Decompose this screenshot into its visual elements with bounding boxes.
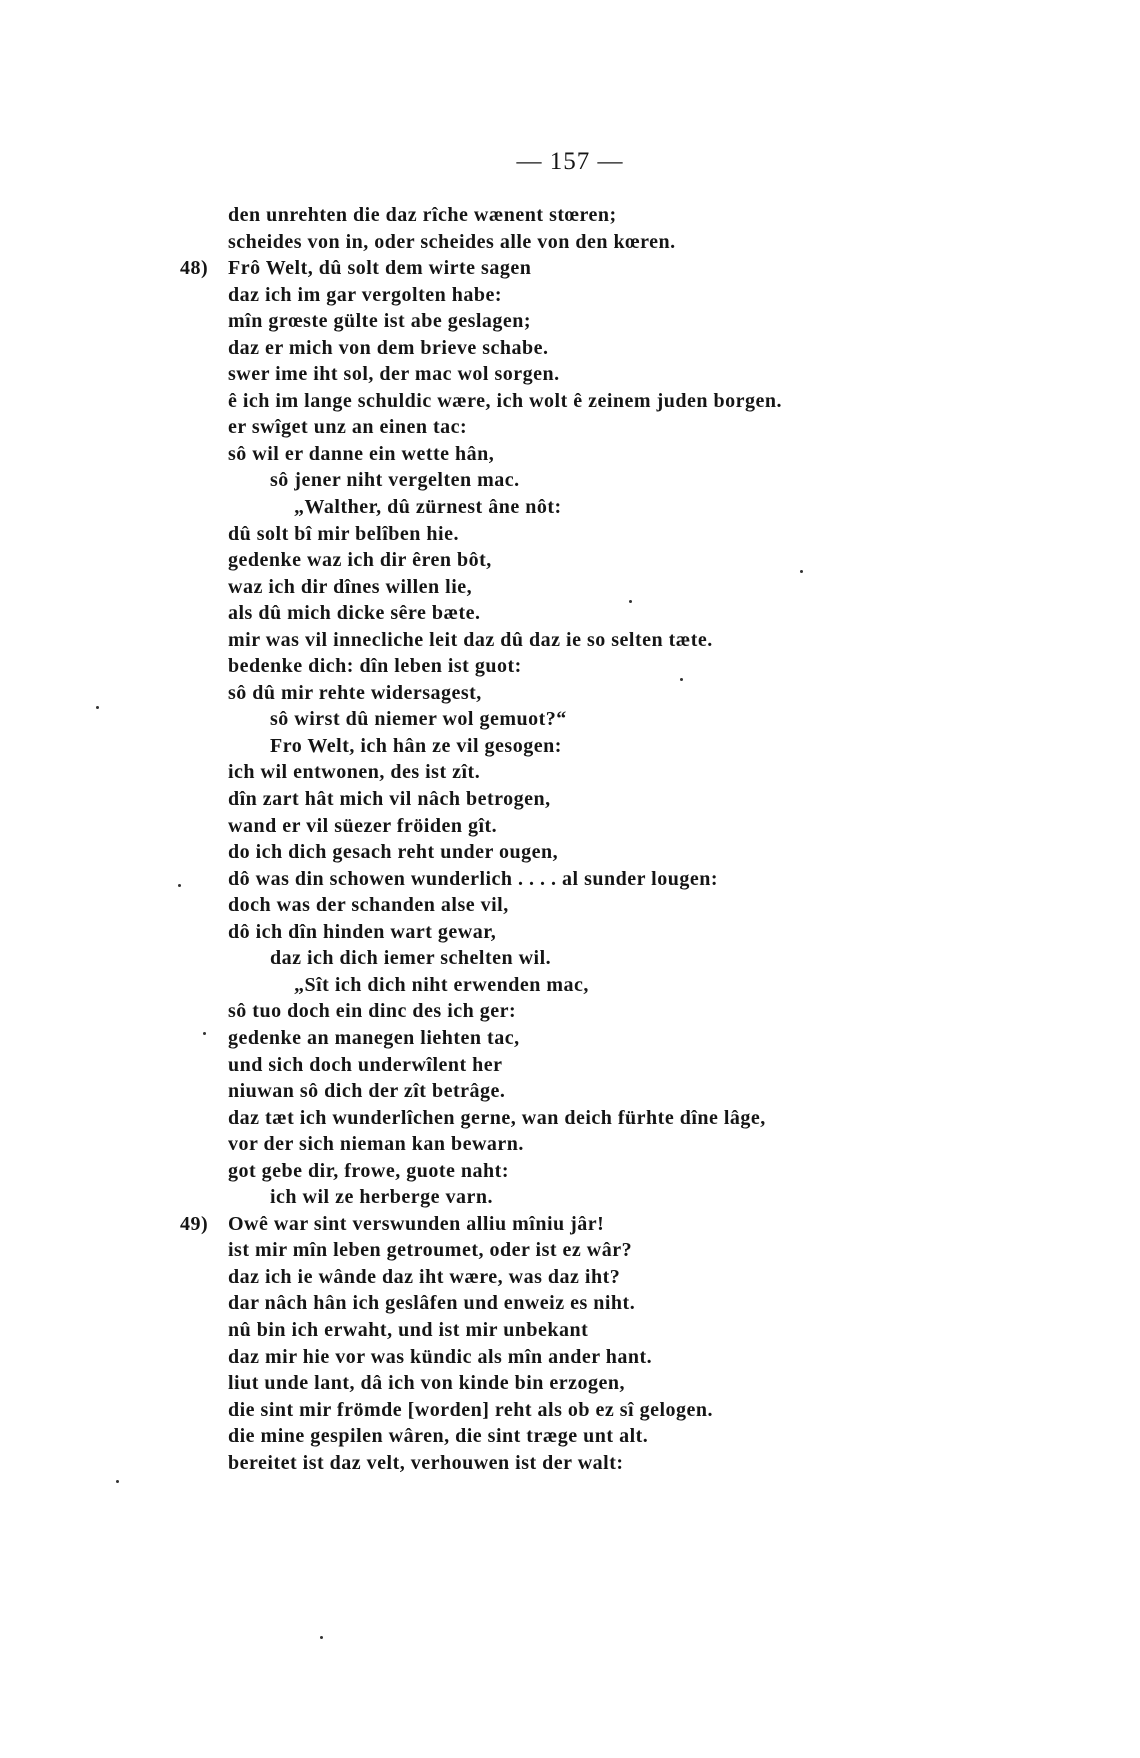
line-text: ê ich im lange schuldic wære, ich wolt ê zeinem juden borgen. [228,389,782,412]
line-text: bereitet ist daz velt, verhouwen ist der walt: [228,1451,624,1474]
line-text: swer ime iht sol, der mac wol sorgen. [228,363,560,386]
line-text: Fro Welt, ich hân ze vil gesogen: [270,734,562,757]
text-line [228,733,1108,760]
line-text: gedenke an manegen liehten tac, [228,1026,520,1049]
line-text: daz ich dich iemer schelten wil. [270,947,552,970]
text-line [228,414,1108,441]
line-text: wand er vil süezer fröiden gît. [228,814,498,837]
line-text: sô wirst dû niemer wol gemuot?“ [270,708,567,731]
line-text: sô tuo doch ein dinc des ich ger: [228,1000,517,1023]
text-line [228,653,1108,680]
line-text: sô wil er danne ein wette hân, [228,442,495,465]
text-line [228,361,1108,388]
line-text: und sich doch underwîlent her [228,1053,503,1076]
text-line [228,521,1108,548]
line-text: nû bin ich erwaht, und ist mir unbekant [228,1318,589,1341]
text-line [228,1344,1108,1371]
text-line [228,547,1108,574]
text-line [228,680,1108,707]
scan-speck [629,600,632,603]
line-text: dar nâch hân ich geslâfen und enweiz es niht. [228,1292,636,1315]
text-line [228,441,1108,468]
text-line [228,1052,1108,1079]
scan-speck [203,1032,206,1035]
line-text: daz ich ie wânde daz iht wære, was daz iht? [228,1265,621,1288]
line-text: ist mir mîn leben getroumet, oder ist ez wâr? [228,1239,633,1262]
line-text: die sint mir frömde [worden] reht als ob ez sî gelogen. [228,1398,714,1421]
text-line [228,494,1108,521]
line-text: vor der sich nieman kan bewarn. [228,1133,524,1156]
text-line [228,282,1108,309]
line-text: do ich dich gesach reht under ougen, [228,841,559,864]
text-line [228,627,1108,654]
line-text: daz ich im gar vergolten habe: [228,283,503,306]
text-line [228,202,1108,229]
line-text: dô was din schowen wunderlich . . . . al sunder lougen: [228,867,718,890]
text-line [228,1184,1108,1211]
text-line [228,1078,1108,1105]
stanza-number: 49) [180,1212,209,1235]
line-text: gedenke waz ich dir êren bôt, [228,549,492,572]
line-text: dîn zart hât mich vil nâch betrogen, [228,788,551,811]
line-text: „Sît ich dich niht erwenden mac, [294,973,589,996]
text-line [228,1237,1108,1264]
scan-speck [116,1480,119,1483]
line-text: dû solt bî mir belîben hie. [228,522,459,545]
text-line [228,467,1108,494]
page-number: — 157 — [516,148,624,175]
text-line [228,388,1108,415]
line-text: mir was vil innecliche leit daz dû daz ie so selten tæte. [228,628,713,651]
scan-speck [320,1636,323,1639]
line-text: Frô Welt, dû solt dem wirte sagen [228,257,532,280]
scan-speck [680,678,683,681]
text-line [228,1450,1108,1477]
line-text: ich wil entwonen, des ist zît. [228,761,481,784]
line-text: er swîget unz an einen tac: [228,416,468,439]
line-text: die mine gespilen wâren, die sint træge unt alt. [228,1425,649,1448]
text-line [228,600,1108,627]
line-text: daz tæt ich wunderlîchen gerne, wan deich fürhte dîne lâge, [228,1106,766,1129]
text-line [228,786,1108,813]
line-text: waz ich dir dînes willen lie, [228,575,473,598]
text-line [228,1370,1108,1397]
line-text: sô jener niht vergelten mac. [270,469,520,492]
text-line [228,998,1108,1025]
text-line [228,1423,1108,1450]
text-line [228,759,1108,786]
text-line [228,919,1108,946]
scan-speck [96,706,99,709]
line-text: dô ich dîn hinden wart gewar, [228,920,497,943]
text-line [228,839,1108,866]
scan-speck [800,570,803,573]
text-line [180,255,1108,282]
line-text: niuwan sô dich der zît betrâge. [228,1080,506,1103]
line-text: Owê war sint verswunden alliu mîniu jâr! [228,1212,605,1235]
text-line [228,945,1108,972]
line-text: doch was der schanden alse vil, [228,894,509,917]
line-text: scheides von in, oder scheides alle von den kœren. [228,230,676,253]
text-line [228,1317,1108,1344]
line-text: daz er mich von dem brieve schabe. [228,336,549,359]
line-text: bedenke dich: dîn leben ist guot: [228,655,522,678]
line-text: daz mir hie vor was kündic als mîn ander hant. [228,1345,653,1368]
line-text: mîn grœste gülte ist abe geslagen; [228,310,532,333]
text-line [228,1105,1108,1132]
line-text: sô dû mir rehte widersagest, [228,681,482,704]
text-line [228,1264,1108,1291]
line-text: liut unde lant, dâ ich von kinde bin erzogen, [228,1372,626,1395]
line-text: got gebe dir, frowe, guote naht: [228,1159,509,1182]
text-line [228,1397,1108,1424]
text-line [228,813,1108,840]
text-line [228,972,1108,999]
text-line [228,308,1108,335]
text-line [228,335,1108,362]
stanza-number: 48) [180,257,209,280]
text-line [228,1290,1108,1317]
line-text: „Walther, dû zürnest âne nôt: [294,496,562,519]
text-line [228,1025,1108,1052]
line-text: ich wil ze herberge varn. [270,1186,493,1209]
scan-speck [178,884,181,887]
text-line [228,574,1108,601]
text-line [228,1131,1108,1158]
text-line [228,229,1108,256]
text-line [228,706,1108,733]
poem-text [180,202,1108,1476]
text-line [228,892,1108,919]
line-text: als dû mich dicke sêre bæte. [228,602,481,625]
text-line [228,866,1108,893]
text-line [228,1158,1108,1185]
line-text: den unrehten die daz rîche wænent stœren; [228,204,617,226]
text-line [180,1211,1108,1238]
